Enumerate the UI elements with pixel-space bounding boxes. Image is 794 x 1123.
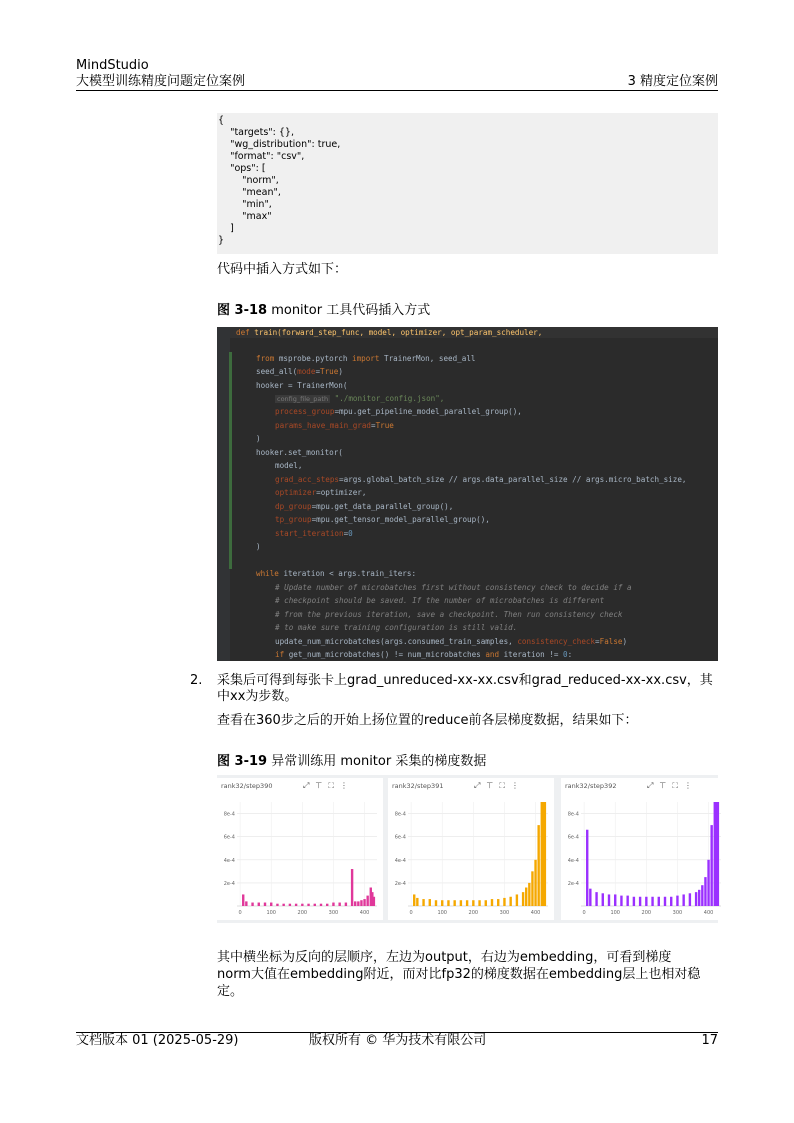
- chart-bar: [429, 899, 431, 906]
- chart-bar: [351, 869, 353, 906]
- chart-bar: [664, 897, 666, 906]
- config-line: "ops": [: [218, 163, 266, 174]
- config-line: }: [218, 235, 225, 246]
- code-token: while: [256, 569, 284, 578]
- code-token: True: [375, 421, 394, 430]
- chart-bar: [626, 896, 628, 906]
- code-token: iteration < args.train_iters:: [283, 569, 417, 578]
- chart-bar: [701, 885, 703, 906]
- code-token: optimizer: [275, 488, 317, 497]
- chart-bar: [710, 825, 712, 906]
- chart-bar: [707, 860, 709, 906]
- figure-18-label: 图 3-18: [217, 303, 268, 318]
- x-tick-label: 100: [266, 910, 276, 916]
- code-line: [275, 407, 522, 417]
- code-token: =mpu.get_pipeline_model_parallel_group(),: [334, 407, 522, 416]
- chart-bar: [651, 897, 653, 906]
- code-token: =: [343, 529, 349, 538]
- code-token: from: [256, 354, 279, 363]
- code-token: grad_acc_steps: [275, 475, 340, 484]
- chart-bar: [633, 897, 635, 906]
- config-line: {: [218, 115, 225, 126]
- code-line: [275, 610, 622, 620]
- chart-bar: [472, 900, 474, 906]
- code-token: model,: [275, 461, 303, 470]
- intro-text: 代码中插入方式如下：: [217, 262, 348, 277]
- config-line: "max": [218, 211, 272, 222]
- chart-bar: [645, 897, 647, 906]
- config-line: "wg_distribution": true,: [218, 139, 341, 150]
- chart-bar: [242, 894, 244, 906]
- pin-icon[interactable]: ⊤: [486, 781, 500, 790]
- x-tick-label: 100: [437, 910, 447, 916]
- code-token: 0: [348, 529, 353, 538]
- y-tick-label: 4e-4: [394, 857, 406, 864]
- y-tick-label: 6e-4: [394, 834, 406, 841]
- pin-icon[interactable]: ⊤: [315, 781, 329, 790]
- code-token: ): [256, 542, 261, 551]
- chart-bar: [289, 904, 291, 906]
- code-token: ): [622, 637, 628, 646]
- code-token: seed_all(: [256, 367, 298, 376]
- code-line: [256, 367, 343, 377]
- figure-19-caption-text: 异常训练用 monitor 采集的梯度数据: [271, 754, 487, 769]
- code-token: 0: [563, 650, 568, 659]
- chart-bar: [717, 802, 719, 906]
- conclusion-line-3: 定。: [217, 984, 244, 999]
- more-icon[interactable]: ⋮: [510, 781, 525, 790]
- config-line: "min",: [218, 199, 272, 210]
- chart-bar: [314, 904, 316, 906]
- chart-bar: [453, 900, 455, 906]
- x-tick-label: 0: [409, 910, 413, 916]
- chart-toolbar: [647, 781, 698, 791]
- x-tick-label: 300: [672, 910, 683, 916]
- step-2-subtext: 查看在360步之后的开始上扬位置的reduce前各层梯度数据，结果如下：: [217, 713, 638, 728]
- chart-bar: [639, 897, 641, 906]
- code-token: import: [352, 354, 385, 363]
- code-token: and: [485, 650, 504, 659]
- x-tick-label: 400: [359, 910, 370, 916]
- chart-bar: [295, 904, 297, 906]
- fullscreen-icon[interactable]: ⛶: [328, 781, 340, 790]
- chart-bar: [466, 900, 468, 906]
- code-token: if: [275, 650, 289, 659]
- chart-bar: [366, 896, 368, 906]
- code-token: =args.global_batch_size // args.data_parallel_size // args.micro_batch_size,: [339, 475, 687, 484]
- code-line: [275, 583, 632, 593]
- code-token: # Update number of microbatches first without consistency check to decide if a: [275, 583, 632, 592]
- chart-title: rank32/step391: [392, 782, 444, 790]
- code-line: [256, 542, 261, 552]
- chart-bar: [264, 903, 266, 906]
- chart-plot: [388, 796, 554, 920]
- code-token: TrainerMon, seed_all: [384, 354, 476, 363]
- chart-bar: [586, 830, 588, 906]
- chart-bar: [320, 904, 322, 906]
- chart-bar: [258, 903, 260, 906]
- y-tick-label: 8e-4: [567, 811, 579, 818]
- more-icon[interactable]: ⋮: [683, 781, 698, 790]
- code-token: iteration !=: [503, 650, 564, 659]
- chart-bar: [522, 892, 524, 906]
- chart-bar: [447, 900, 449, 906]
- code-token: hooker = TrainerMon(: [256, 381, 348, 390]
- y-tick-label: 6e-4: [567, 834, 579, 841]
- code-token: ): [338, 367, 343, 376]
- chart-bar: [528, 883, 530, 906]
- chart-bar: [441, 900, 443, 906]
- chart-bar: [589, 889, 591, 906]
- header-chapter: 3 精度定位案例: [627, 74, 718, 89]
- chart-panel: [561, 778, 727, 920]
- chart-bar: [363, 899, 365, 906]
- footer-version: 文档版本 01 (2025-05-29): [76, 1033, 239, 1048]
- chart-bar: [497, 899, 499, 906]
- code-line: [275, 421, 394, 431]
- code-token: dp_group: [275, 502, 312, 511]
- chart-bar: [460, 900, 462, 906]
- x-tick-label: 200: [468, 910, 479, 916]
- x-tick-label: 200: [641, 910, 652, 916]
- code-line: [275, 488, 366, 498]
- chart-bar: [416, 898, 418, 906]
- footer-copyright: 版权所有 © 华为技术有限公司: [309, 1033, 487, 1048]
- chart-bar: [658, 897, 660, 906]
- chart-bar: [516, 894, 518, 906]
- code-line: [256, 448, 343, 458]
- x-tick-label: 0: [582, 910, 586, 916]
- config-line: "format": "csv",: [218, 151, 305, 162]
- chart-panel: [388, 778, 554, 920]
- code-token: msprobe.pytorch: [278, 354, 353, 363]
- pin-icon[interactable]: ⊤: [659, 781, 673, 790]
- y-tick-label: 4e-4: [223, 857, 235, 864]
- chart-bar: [503, 898, 505, 906]
- fullscreen-icon[interactable]: ⛶: [672, 781, 684, 790]
- chart-bar: [531, 871, 533, 906]
- x-tick-label: 300: [328, 910, 339, 916]
- more-icon[interactable]: ⋮: [339, 781, 354, 790]
- code-line: [275, 502, 453, 512]
- chart-bar: [282, 904, 284, 906]
- fullscreen-icon[interactable]: ⛶: [499, 781, 511, 790]
- chart-bar: [276, 904, 278, 906]
- code-line: [256, 569, 416, 579]
- chart-bar: [525, 888, 527, 906]
- chart-bar: [670, 897, 672, 906]
- y-tick-label: 6e-4: [223, 834, 235, 841]
- y-tick-label: 2e-4: [223, 880, 235, 887]
- chart-bar: [491, 899, 493, 906]
- y-tick-label: 4e-4: [567, 857, 579, 864]
- chart-bar: [537, 825, 539, 906]
- chart-plot: [561, 796, 727, 920]
- code-token: False: [599, 637, 623, 646]
- code-token: =: [371, 421, 376, 430]
- chart-title: rank32/step392: [565, 782, 617, 790]
- y-tick-label: 8e-4: [223, 811, 235, 818]
- code-line: [256, 434, 261, 444]
- chart-bar: [435, 900, 437, 906]
- code-token: hooker.set_monitor(: [256, 448, 343, 457]
- y-tick-label: 2e-4: [567, 880, 579, 887]
- chart-bar: [354, 901, 356, 906]
- header-doc-title: 大模型训练精度问题定位案例: [76, 74, 246, 89]
- x-tick-label: 100: [610, 910, 620, 916]
- chart-bar: [689, 893, 691, 906]
- code-token: params_have_main_grad: [275, 421, 372, 430]
- code-def-line: def train(forward_step_func, model, optimizer, opt_param_scheduler,: [236, 328, 543, 337]
- chart-panel: [217, 778, 383, 920]
- code-token: get_num_microbatches() != num_microbatches: [288, 650, 486, 659]
- chart-bar: [485, 900, 487, 906]
- chart-bar: [345, 903, 347, 906]
- chart-bar: [534, 860, 536, 906]
- chart-bar: [509, 897, 511, 906]
- step-2-text-line1: 采集后可得到每张卡上grad_unreduced-xx-xx.csv和grad_reduced-xx-xx.csv，其: [217, 673, 713, 688]
- y-tick-label: 2e-4: [394, 880, 406, 887]
- code-token: update_num_microbatches(args.consumed_train_samples,: [275, 637, 518, 646]
- chart-bar: [614, 894, 616, 906]
- chart-bar: [338, 903, 340, 906]
- figure-18-caption-text: monitor 工具代码插入方式: [271, 303, 431, 318]
- chart-bar: [682, 894, 684, 906]
- code-token: # from the previous iteration, save a checkpoint. Then run consistency check: [275, 610, 623, 619]
- code-line: [275, 475, 686, 485]
- code-line: [275, 461, 302, 471]
- code-line: [256, 354, 475, 364]
- expand-icon[interactable]: ⤢: [303, 781, 316, 790]
- footer-page-number: 17: [701, 1033, 718, 1048]
- figure-19-caption: [217, 754, 486, 770]
- conclusion-line-1: 其中横坐标为反向的层顺序，左边为output，右边为embedding，可看到梯度: [217, 950, 672, 965]
- code-token: :: [567, 650, 573, 659]
- code-line: [256, 381, 347, 391]
- expand-icon[interactable]: ⤢: [647, 781, 660, 790]
- code-token: True: [320, 367, 339, 376]
- chart-bar: [357, 901, 359, 906]
- code-token: =optimizer,: [316, 488, 367, 497]
- chart-bar: [332, 903, 334, 906]
- code-token: # checkpoint should be saved. If the number of microbatches is different: [275, 596, 605, 605]
- chart-bar: [307, 904, 309, 906]
- step-2-text-line2: 中xx为步数。: [217, 689, 298, 704]
- code-token: =: [595, 637, 600, 646]
- chart-bar: [251, 903, 253, 906]
- code-token: start_iteration: [275, 529, 344, 538]
- code-token: ): [256, 434, 261, 443]
- x-tick-label: 200: [297, 910, 308, 916]
- config-line: ]: [218, 223, 234, 234]
- header-rule: [76, 90, 718, 91]
- chart-bar: [478, 900, 480, 906]
- chart-bar: [301, 904, 303, 906]
- chart-bar: [704, 877, 706, 906]
- chart-bar: [326, 904, 328, 906]
- code-line: [275, 529, 353, 539]
- figure-18-caption: [217, 303, 430, 319]
- x-tick-label: 400: [703, 910, 714, 916]
- code-token: consistency_check: [517, 637, 596, 646]
- code-token: "./monitor_config.json",: [330, 394, 445, 403]
- code-screenshot: [217, 327, 718, 661]
- header-product: MindStudio: [76, 58, 149, 73]
- x-tick-label: 0: [238, 910, 242, 916]
- chart-bar: [595, 892, 597, 906]
- code-line: [275, 596, 604, 606]
- chart-bar: [698, 890, 700, 906]
- chart-bar: [608, 894, 610, 906]
- chart-toolbar: [474, 781, 525, 791]
- code-token: # to make sure training configuration is still valid.: [275, 623, 518, 632]
- code-token: tp_group: [275, 515, 312, 524]
- chart-bar: [373, 897, 375, 906]
- x-tick-label: 300: [499, 910, 510, 916]
- chart-toolbar: [303, 781, 354, 791]
- chart-bar: [270, 903, 272, 906]
- code-token: =mpu.get_data_parallel_group(),: [311, 502, 454, 511]
- chart-bar: [360, 900, 362, 906]
- conclusion-line-2: norm大值在embedding附近，而对比fp32的梯度数据在embedding层上也相对稳: [217, 967, 701, 982]
- code-line: [275, 650, 572, 660]
- code-line: [275, 515, 490, 525]
- chart-bar: [676, 896, 678, 906]
- figure-19-label: 图 3-19: [217, 754, 268, 769]
- x-tick-label: 400: [530, 910, 541, 916]
- chart-bar: [544, 802, 546, 906]
- code-changed-marker: [229, 352, 232, 569]
- code-token: mode: [297, 367, 316, 376]
- code-token: config_file_path: [277, 395, 329, 403]
- config-line: "targets": {},: [218, 127, 294, 138]
- chart-bar: [422, 899, 424, 906]
- code-line: [275, 637, 627, 647]
- config-line: "mean",: [218, 187, 281, 198]
- chart-bar: [413, 894, 415, 906]
- expand-icon[interactable]: ⤢: [474, 781, 487, 790]
- chart-title: rank32/step390: [221, 782, 273, 790]
- code-token: =: [315, 367, 321, 376]
- chart-plot: [217, 796, 383, 920]
- step-2-number: 2.: [190, 673, 203, 688]
- code-line: [275, 623, 517, 633]
- code-token: process_group: [275, 407, 335, 416]
- y-tick-label: 8e-4: [394, 811, 406, 818]
- chart-bar: [245, 901, 247, 906]
- chart-bar: [602, 893, 604, 906]
- code-token: =mpu.get_tensor_model_parallel_group(),: [311, 515, 490, 524]
- chart-bar: [695, 892, 697, 906]
- chart-bar: [620, 896, 622, 906]
- config-line: "norm",: [218, 175, 279, 186]
- code-line: [275, 394, 444, 404]
